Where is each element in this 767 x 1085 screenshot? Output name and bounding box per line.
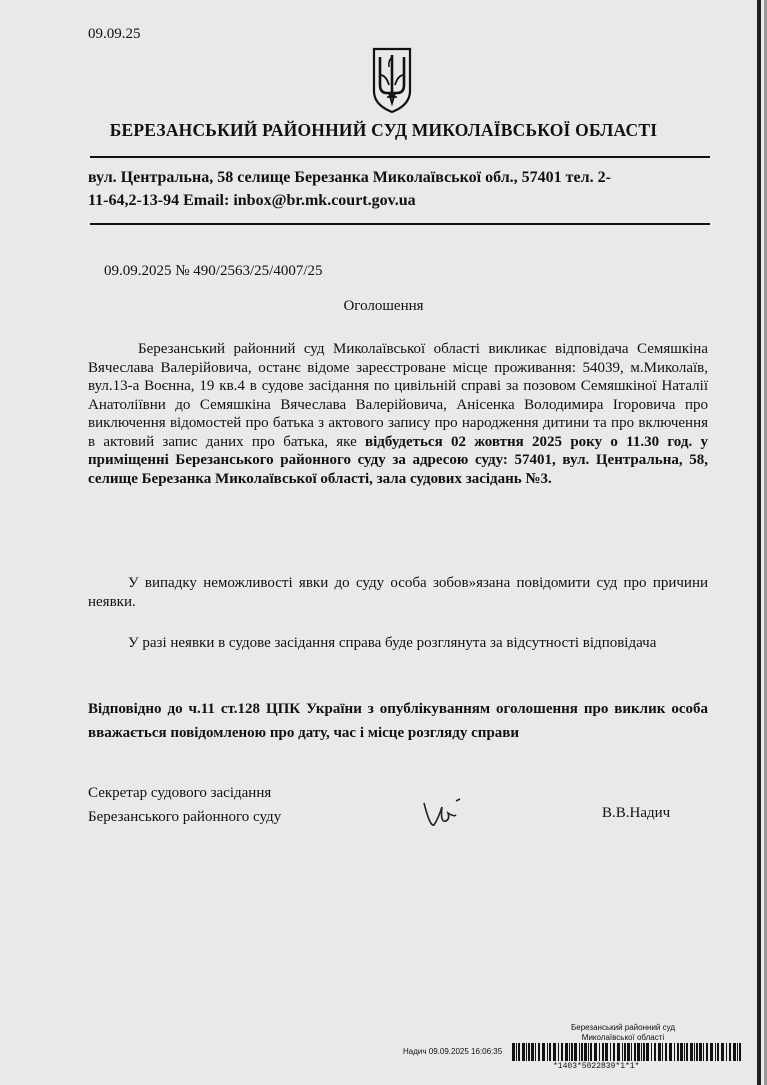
barcode-bar bbox=[553, 1043, 556, 1061]
handwritten-date: 09.09.25 bbox=[88, 26, 141, 42]
barcode-bar bbox=[590, 1043, 592, 1061]
court-name: БЕРЕЗАНСЬКИЙ РАЙОННИЙ СУД МИКОЛАЇВСЬКОЇ ОБЛАСТІ bbox=[109, 120, 658, 140]
absence-notice-paragraph: У випадку неможливості явки до суду особа зобов»язана повідомити суд про причини неявки. bbox=[88, 575, 708, 610]
barcode-bar bbox=[571, 1043, 573, 1061]
summons-paragraph bbox=[88, 340, 708, 488]
barcode-bar bbox=[518, 1043, 520, 1061]
barcode-bar bbox=[547, 1043, 548, 1061]
barcode-bar bbox=[581, 1043, 583, 1061]
barcode-bar bbox=[737, 1043, 738, 1061]
barcode-bar bbox=[588, 1043, 589, 1061]
barcode-bar bbox=[605, 1043, 608, 1061]
barcode-bar bbox=[646, 1043, 649, 1061]
barcode-bar bbox=[627, 1043, 630, 1061]
barcode-bar bbox=[703, 1043, 704, 1061]
legal-basis-paragraph: Відповідно до ч.11 ст.128 ЦПК України з опублікуванням оголошення про виклик особа вважається повідомленою про дату, час і місце розгляду справи bbox=[88, 701, 708, 741]
barcode-bar bbox=[542, 1043, 545, 1061]
barcode-bar bbox=[677, 1043, 679, 1061]
barcode-bar bbox=[739, 1043, 741, 1061]
stamp-line-1: Березанський районний суд bbox=[571, 1023, 675, 1032]
scan-edge bbox=[757, 0, 761, 1085]
barcode-bar bbox=[569, 1043, 570, 1061]
address-line-1: вул. Центральна, 58 селище Березанка Миколаївської обл., 57401 тел. 2- bbox=[88, 169, 611, 186]
barcode-bar bbox=[584, 1043, 587, 1061]
barcode-bar bbox=[721, 1043, 724, 1061]
barcode-bar bbox=[662, 1043, 663, 1061]
barcode-bar bbox=[531, 1043, 534, 1061]
barcode-bar bbox=[558, 1043, 559, 1061]
barcode-bar bbox=[665, 1043, 667, 1061]
barcode-bar bbox=[631, 1043, 632, 1061]
barcode-bar bbox=[684, 1043, 685, 1061]
barcode-bar bbox=[654, 1043, 656, 1061]
barcode-bar bbox=[686, 1043, 688, 1061]
barcode-bar bbox=[717, 1043, 719, 1061]
barcode-bar bbox=[622, 1043, 623, 1061]
barcode-bar bbox=[526, 1043, 527, 1061]
barcode-bar bbox=[561, 1043, 563, 1061]
barcode-bar bbox=[613, 1043, 615, 1061]
address-line-2: 11-64,2-13-94 Email: inbox@br.mk.court.gov.ua bbox=[88, 192, 416, 209]
barcode-bar bbox=[565, 1043, 568, 1061]
barcode-icon bbox=[512, 1043, 744, 1061]
barcode-bar bbox=[535, 1043, 536, 1061]
barcode-bar bbox=[538, 1043, 540, 1061]
court-address bbox=[88, 166, 698, 212]
signatory-name: В.В.Надич bbox=[602, 805, 671, 821]
document-title: Оголошення bbox=[343, 298, 424, 314]
barcode-bar bbox=[512, 1043, 515, 1061]
barcode-bar bbox=[579, 1043, 580, 1061]
barcode-bar bbox=[690, 1043, 693, 1061]
header-divider-top bbox=[90, 156, 710, 158]
barcode-bar bbox=[602, 1043, 604, 1061]
barcode-bar bbox=[694, 1043, 695, 1061]
barcode-bar bbox=[669, 1043, 672, 1061]
default-hearing-paragraph: У разі неявки в судове засідання справа буде розглянута за відсутності відповідача bbox=[128, 635, 657, 651]
barcode-bar bbox=[641, 1043, 642, 1061]
hearing-details: відбудеться 02 жовтня 2025 року о 11.30 год. у приміщенні Березанського районного суду за адресою суду: 57401, вул. Центральна, 58, селище Березанка Миколаївської області, зала судових засідань №3. bbox=[88, 433, 708, 487]
barcode-bar bbox=[599, 1043, 600, 1061]
position-line-2: Березанського районного суду bbox=[88, 809, 282, 825]
position-line-1: Секретар судового засідання bbox=[88, 785, 272, 801]
barcode-bar bbox=[516, 1043, 517, 1061]
barcode-bar bbox=[733, 1043, 736, 1061]
barcode-bar bbox=[637, 1043, 640, 1061]
barcode-bar bbox=[680, 1043, 683, 1061]
summons-text: Березанський районний суд Миколаївської області викликає відповідача Семяшкіна Вячеслава Валерійовича, останє відоме зареєстроване місце проживання: 54039, м.Миколаїв, вул.13-а Воєнна, 19 кв.4 в судове засідання по цивільній справі за позовом Семяшкіної Наталії Анатоліївни до Семяшкіна Вячеслава Валерійовича, Анісенка Володимира Ігоровича про виключення відомостей про батька з актового запису про народження дитини та про включення в актовий запис даних про батька, яке bbox=[88, 341, 708, 450]
barcode-bar bbox=[726, 1043, 727, 1061]
stamp-user-datetime: Надич 09.09.2025 16:06:35 bbox=[403, 1047, 503, 1056]
barcode-bar bbox=[699, 1043, 702, 1061]
barcode-bar bbox=[624, 1043, 626, 1061]
reference-number: 09.09.2025 № 490/2563/25/4007/25 bbox=[104, 263, 323, 279]
barcode-bar bbox=[715, 1043, 716, 1061]
stamp-line-2: Миколаївської області bbox=[581, 1033, 665, 1042]
barcode-bar bbox=[610, 1043, 611, 1061]
barcode-bar bbox=[674, 1043, 675, 1061]
barcode-bar bbox=[651, 1043, 652, 1061]
barcode-bar bbox=[643, 1043, 645, 1061]
barcode-bar bbox=[594, 1043, 597, 1061]
barcode-bar bbox=[549, 1043, 551, 1061]
barcode-bar bbox=[729, 1043, 731, 1061]
handwritten-signature-icon bbox=[420, 797, 466, 831]
barcode-bar bbox=[706, 1043, 708, 1061]
barcode-bar bbox=[696, 1043, 698, 1061]
barcode-bar bbox=[574, 1043, 577, 1061]
signatory-position bbox=[88, 781, 281, 829]
barcode-bar bbox=[658, 1043, 661, 1061]
barcode-bar bbox=[710, 1043, 713, 1061]
header-divider-bottom bbox=[90, 223, 710, 225]
barcode-bar bbox=[617, 1043, 620, 1061]
barcode-bar bbox=[528, 1043, 530, 1061]
trident-emblem-icon bbox=[371, 45, 413, 115]
barcode-number: *1403*5022839*1*1* bbox=[553, 1062, 640, 1071]
registry-stamp bbox=[548, 1023, 698, 1043]
barcode-bar bbox=[522, 1043, 525, 1061]
barcode-bar bbox=[634, 1043, 636, 1061]
